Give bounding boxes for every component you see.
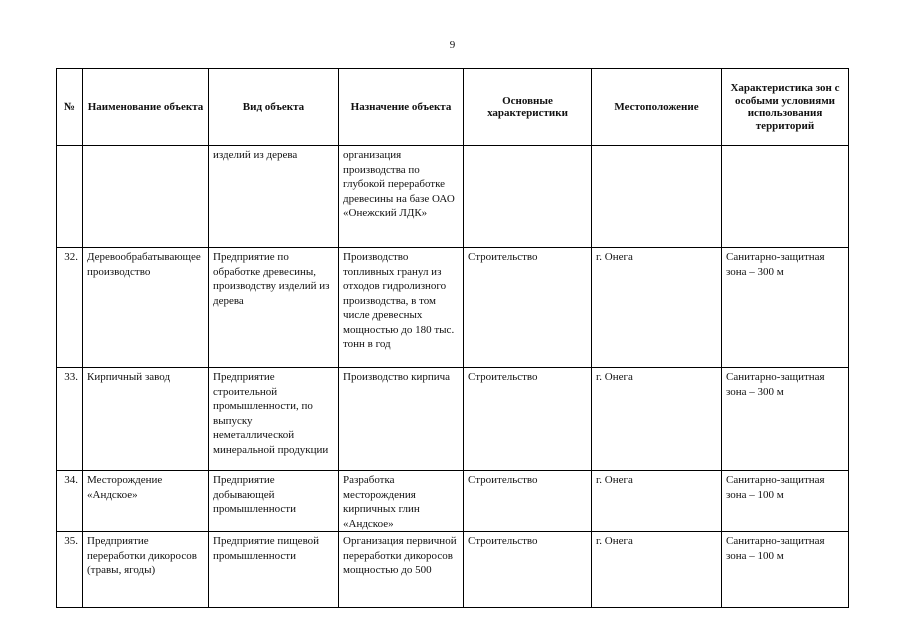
table-row <box>57 532 849 608</box>
cell-location <box>592 146 722 248</box>
cell-num: 35. <box>57 532 83 608</box>
cell-location: г. Онега <box>592 368 722 471</box>
cell-purpose: Производство топливных гранул из отходов гидролизного производства, в том числе древесных мощностью до 180 тыс. тонн в год <box>339 248 464 368</box>
cell-zones <box>722 146 849 248</box>
cell-num: 34. <box>57 471 83 532</box>
header-num: № <box>57 69 83 146</box>
cell-characteristics: Строительство <box>464 248 592 368</box>
table-header-row <box>57 69 849 146</box>
header-zones: Характеристика зон с особыми условиями использования территорий <box>722 69 849 146</box>
header-type: Вид объекта <box>209 69 339 146</box>
table-row <box>57 248 849 368</box>
cell-characteristics: Строительство <box>464 368 592 471</box>
cell-purpose-text: Организация первичной переработки дикоросов мощностью до 500 <box>343 535 457 576</box>
cell-zones: Санитарно-защитная зона – 300 м <box>722 248 849 368</box>
cell-zones: Санитарно-защитная зона – 100 м <box>722 471 849 532</box>
cell-zones: Санитарно-защитная зона – 100 м <box>722 532 849 608</box>
cell-purpose <box>339 532 464 608</box>
cell-location: г. Онега <box>592 532 722 608</box>
objects-table <box>56 68 849 608</box>
header-characteristics: Основные характеристики <box>464 69 592 146</box>
cell-location: г. Онега <box>592 471 722 532</box>
header-name: Наименование объекта <box>83 69 209 146</box>
cell-purpose: организация производства по глубокой переработке древесины на базе ОАО «Онежский ЛДК» <box>339 146 464 248</box>
cell-purpose: Разработка месторождения кирпичных глин «Андское» <box>339 471 464 532</box>
cell-num: 33. <box>57 368 83 471</box>
cell-characteristics <box>464 146 592 248</box>
cell-name: Месторождение «Андское» <box>83 471 209 532</box>
cell-purpose: Производство кирпича <box>339 368 464 471</box>
table-row <box>57 471 849 532</box>
cell-zones: Санитарно-защитная зона – 300 м <box>722 368 849 471</box>
cell-type: Предприятие пищевой промышленности <box>209 532 339 608</box>
page-number: 9 <box>449 39 456 51</box>
cell-type: Предприятие по обработке древесины, производству изделий из дерева <box>209 248 339 368</box>
cell-type: Предприятие добывающей промышленности <box>209 471 339 532</box>
cell-characteristics: Строительство <box>464 532 592 608</box>
cell-name: Кирпичный завод <box>83 368 209 471</box>
header-location: Местоположение <box>592 69 722 146</box>
cell-name: Деревообрабатывающее производство <box>83 248 209 368</box>
cell-num: 32. <box>57 248 83 368</box>
cell-type: изделий из дерева <box>209 146 339 248</box>
cell-location: г. Онега <box>592 248 722 368</box>
cell-name <box>83 146 209 248</box>
cell-name: Предприятие переработки дикоросов (травы, ягоды) <box>83 532 209 608</box>
cell-type: Предприятие строительной промышленности, по выпуску неметаллической минеральной продукции <box>209 368 339 471</box>
table-row <box>57 368 849 471</box>
table-row <box>57 146 849 248</box>
header-purpose: Назначение объекта <box>339 69 464 146</box>
cell-num <box>57 146 83 248</box>
cell-characteristics: Строительство <box>464 471 592 532</box>
